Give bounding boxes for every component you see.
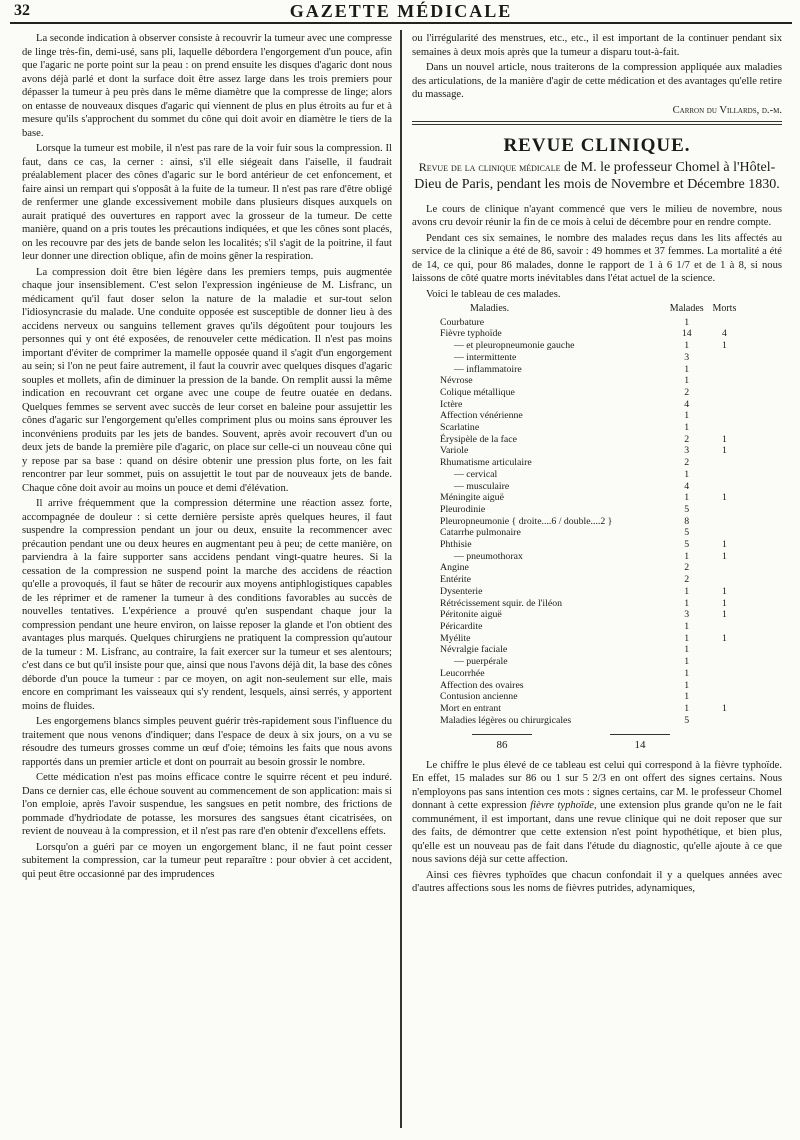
death-count xyxy=(709,317,740,329)
column-header-patients: Malades xyxy=(669,303,704,314)
paragraph xyxy=(412,759,782,867)
table-row xyxy=(440,586,740,598)
death-count: 1 xyxy=(721,340,727,352)
subtitle-smallcaps: Revue de la clinique médicale xyxy=(418,159,561,174)
author-signature: Carron du Villards, d.-m. xyxy=(672,104,782,116)
left-column xyxy=(22,32,392,883)
paragraph: Ainsi ces fièvres typhoïdes que chacun confondait il y a quelques années avec d'autres affections sous les noms de fièvres putrides, adynamiques, xyxy=(412,869,782,895)
patient-count: 1 xyxy=(684,375,690,387)
patient-count: 1 xyxy=(684,410,690,422)
disease-name: — puerpérale xyxy=(454,656,508,668)
paragraph: Il arrive fréquemment que la compression détermine une réaction assez forte, accompagnée de douleur : si cette dernière persiste après quelques heures, il faut suspendre la compression pendant un jour ou deux, ensuite la recommencer avec précaution pendant une ou deux heures en augmentant peu à peu; de cette manière, on parviendra à la faire supporter sans accidens pendant vingt-quatre heures. Si la cessation de la compression ne suspend point la marche des accidens de réaction qu'elle a provoqués, il faut se hâter de recourir aux moyens antiphlogistiques capables de les réprimer et de ramener la tumeur à des conditions favorables au succès de nouvelles tentatives. L'expérience a prouvé qu'en suspendant chaque jour la compression pendant une heure environ, on laisse reposer la glande et l'on obtient des avantages plus marqués. Quelques chirurgiens ne pratiquent la compression qu'autour de la tumeur : M. Lisfranc, au contraire, la fait exercer sur la tumeur et ses alentours; c'est dans ce but qu'il insiste pour que, ainsi que nous l'avons déjà dit, la base des cônes déborde d'un pouce la tumeur : par ce moyen, on agit non-seulement sur elle, mais encore en comprimant les vaisseaux qui s'y rendent, lesquels, ainsi serrés, y apportent moins de fluides. xyxy=(22,498,392,712)
disease-name: — et pleuropneumonie gauche xyxy=(454,340,575,352)
section-rule xyxy=(412,124,782,125)
death-count: 1 xyxy=(721,550,727,562)
disease-name: Leucorrhée xyxy=(440,667,485,679)
death-count: 1 xyxy=(721,702,727,714)
subtitle-text: de M. le professeur Chomel à l'Hôtel-Dieu de Paris, pendant les mois de Novembre et Décembre 1830. xyxy=(414,159,780,192)
disease-name: Variole xyxy=(440,445,469,457)
table-row xyxy=(440,422,740,434)
table-row xyxy=(440,691,740,703)
disease-name: Affection vénérienne xyxy=(440,410,523,422)
paragraph-text: Le chiffre le plus élevé de ce tableau est celui qui correspond à la fièvre typhoïde. En effet, 15 malades sur 86 ou 1 sur 5 2/3 en ont offert des signes certains. Nous n'employons pas sans intention ces mots : signes certains, car M. le professeur Chomel donnant à cette expression xyxy=(412,759,782,812)
death-count xyxy=(709,680,740,692)
disease-name: Fièvre typhoïde xyxy=(440,328,502,340)
disease-name: Contusion ancienne xyxy=(440,691,518,703)
patient-count: 1 xyxy=(684,667,690,679)
patient-count: 4 xyxy=(684,398,690,410)
table-totals xyxy=(472,734,782,753)
death-count: 1 xyxy=(721,632,727,644)
disease-name: — pneumothorax xyxy=(454,550,523,562)
table-row xyxy=(440,668,740,680)
patient-count: 1 xyxy=(684,550,690,562)
table-row xyxy=(440,516,740,528)
death-count: 1 xyxy=(721,585,727,597)
death-count xyxy=(709,481,740,493)
paragraph: Cette médication n'est pas moins efficace contre le squirre récent et peu induré. Dans ce dernier cas, elle échoue souvent au commencement de son application: mais si l'on emploie, après l'avoir suspendue, les sangsues en petit nombre, des frictions de pommade d'hydriodate de potasse, les morsures des sangsues étant cicatrisées, on revient de nouveau à la compression, et il n'est pas rare d'en obtenir d'excellens effets. xyxy=(22,772,392,837)
disease-name: Névrose xyxy=(440,375,473,387)
patient-count: 1 xyxy=(684,620,690,632)
table-row xyxy=(440,317,740,329)
patient-count: 1 xyxy=(684,644,690,656)
disease-name: Scarlatine xyxy=(440,422,480,434)
disease-name: Ictère xyxy=(440,398,463,410)
total-patients: 86 xyxy=(472,734,532,753)
patient-count: 2 xyxy=(684,457,690,469)
disease-name: Colique métallique xyxy=(440,386,515,398)
paragraph: Les engorgemens blancs simples peuvent guérir très-rapidement sous l'influence du traitement que nous venons d'indiquer; dans l'espace de deux à six jours, on a vu se résoudre des tumeurs grosses comme un œuf d'oie; témoins les faits que nous avons rapportés dans un premier article et dont on pourrait au besoin grossir le nombre. xyxy=(22,716,392,768)
patient-count: 5 xyxy=(684,503,690,515)
right-column xyxy=(412,32,782,898)
patient-count: 1 xyxy=(684,679,690,691)
death-count: 1 xyxy=(721,597,727,609)
table-header-row xyxy=(440,303,740,317)
patient-count: 1 xyxy=(684,702,690,714)
table-row xyxy=(440,656,740,668)
patient-count: 5 xyxy=(684,527,690,539)
disease-table xyxy=(440,303,740,726)
table-row xyxy=(440,481,740,493)
paragraph: ou l'irrégularité des menstrues, etc., etc., il est important de la continuer pendant six semaines à deux mois après que la tumeur a disparu tout-à-fait. xyxy=(412,33,782,58)
patient-count: 2 xyxy=(684,574,690,586)
death-count: 1 xyxy=(721,539,727,551)
death-count xyxy=(709,457,740,469)
table-row xyxy=(440,457,740,469)
disease-name: Myélite xyxy=(440,632,471,644)
patient-count: 1 xyxy=(684,363,690,375)
disease-name: — musculaire xyxy=(454,480,510,492)
table-row xyxy=(440,703,740,715)
death-count xyxy=(709,715,740,727)
table-row xyxy=(440,445,740,457)
patient-count: 5 xyxy=(684,539,690,551)
disease-name: Méningite aiguë xyxy=(440,492,504,504)
paragraph: Dans un nouvel article, nous traiterons de la compression appliquée aux maladies des articulations, de la manière d'agir de cette médication et des avantages qu'elle retire du massage. xyxy=(412,62,782,100)
paragraph: Voici le tableau de ces malades. xyxy=(426,288,561,300)
table-row xyxy=(440,328,740,340)
table-row xyxy=(440,621,740,633)
patient-count: 1 xyxy=(684,492,690,504)
death-count: 4 xyxy=(721,328,727,340)
column-divider xyxy=(400,30,402,1128)
death-count xyxy=(709,656,740,668)
column-header-deaths: Morts xyxy=(712,303,737,314)
table-row xyxy=(440,410,740,422)
death-count xyxy=(709,352,740,364)
disease-name: Maladies légères ou chirurgicales xyxy=(440,714,572,726)
disease-name: — cervical xyxy=(454,468,498,480)
emphasis-text: fièvre typhoïde xyxy=(530,800,594,812)
table-row xyxy=(440,633,740,645)
death-count xyxy=(709,574,740,586)
patient-count: 1 xyxy=(684,597,690,609)
death-count xyxy=(709,410,740,422)
disease-name: Pleuropneumonie { droite....6 / double....2 } xyxy=(440,515,613,527)
page-number: 32 xyxy=(14,2,30,19)
death-count xyxy=(709,668,740,680)
death-count: 1 xyxy=(721,609,727,621)
table-row xyxy=(440,715,740,727)
table-row xyxy=(440,562,740,574)
patient-count: 8 xyxy=(684,515,690,527)
table-body xyxy=(440,317,740,727)
disease-name: Catarrhe pulmonaire xyxy=(440,527,521,539)
disease-name: Dysenterie xyxy=(440,585,483,597)
patient-count: 4 xyxy=(684,480,690,492)
paragraph: La seconde indication à observer consiste à recouvrir la tumeur avec une compresse de linge très-fin, demi-usé, sans pli, laquelle débordera l'engorgement d'un pouce, afin que l'agaric ne porte point sur la peau : on prend ensuite les disques d'agaric dont nous avons déjà parlé et dont la surface doit être assez large dans les trois premiers pour dépasser la tumeur à peu près dans le même diamètre que la compresse de linge; alors on entasse de nouveaux disques d'agaric qui viennent de plus en plus étroits au fur et à mesure qu'ils s'approchent du sommet du cône qui doit avoir en diamètre le tiers de la base. xyxy=(22,33,392,139)
patient-count: 3 xyxy=(684,609,690,621)
table-row xyxy=(440,340,740,352)
death-count xyxy=(709,516,740,528)
patient-count: 5 xyxy=(684,714,690,726)
death-count: 1 xyxy=(721,445,727,457)
patient-count: 1 xyxy=(684,691,690,703)
disease-name: — intermittente xyxy=(454,351,517,363)
table-row xyxy=(440,680,740,692)
disease-name: Mort en entrant xyxy=(440,702,501,714)
table-row xyxy=(440,574,740,586)
paragraph: Lorsqu'on a guéri par ce moyen un engorgement blanc, il ne faut point cesser subitement la compression, car la tumeur peut reparaître : pour obvier à cet accident, qui peut être occasionné par des imprudences xyxy=(22,841,392,880)
section-rule xyxy=(412,121,782,122)
death-count xyxy=(709,562,740,574)
death-count xyxy=(709,504,740,516)
disease-name: Rétrécissement squir. de l'iléon xyxy=(440,597,563,609)
patient-count: 1 xyxy=(684,632,690,644)
patient-count: 1 xyxy=(684,468,690,480)
disease-name: Entérite xyxy=(440,574,472,586)
death-count xyxy=(709,621,740,633)
table-row xyxy=(440,375,740,387)
patient-count: 3 xyxy=(684,351,690,363)
disease-name: Péricardite xyxy=(440,620,483,632)
death-count xyxy=(709,527,740,539)
patient-count: 2 xyxy=(684,386,690,398)
table-row xyxy=(440,492,740,504)
patient-count: 2 xyxy=(684,562,690,574)
patient-count: 3 xyxy=(684,445,690,457)
death-count xyxy=(709,399,740,411)
table-row xyxy=(440,504,740,516)
patient-count: 1 xyxy=(684,585,690,597)
death-count xyxy=(709,422,740,434)
paragraph-text: , une extension plus grande qu'on ne le fait communément, il est important, dans une revue clinique qui ne doit reposer que sur des faits, de démontrer que cette extension n'est point hypothétique, et bien plus, qu'elle est un nouveau pas de fait dans l'étude du diagnostic, qu'elle ajoute à ce que nous savions déjà sur cette affection. xyxy=(412,800,783,866)
table-row xyxy=(440,364,740,376)
table-row xyxy=(440,399,740,411)
disease-name: Péritonite aiguë xyxy=(440,609,502,621)
patient-count: 1 xyxy=(684,340,690,352)
death-count: 1 xyxy=(721,492,727,504)
column-header-disease: Maladies. xyxy=(470,303,510,314)
patient-count: 1 xyxy=(684,316,690,328)
patient-count: 1 xyxy=(684,422,690,434)
patient-count: 14 xyxy=(681,328,692,340)
disease-name: Phthisie xyxy=(440,539,472,551)
disease-name: Érysipèle de la face xyxy=(440,433,517,445)
paragraph: La compression doit être bien légère dans les premiers temps, puis augmentée chaque jour insensiblement. C'est selon l'expression ingénieuse de M. Lisfranc, un médicament qu'il faut doser selon la nature de la maladie et sur-tout selon l'idiosyncrasie du malade. Une conduite opposée est susceptible de donner lieu à des accidens nerveux ou sanguins tellement graves qu'ils dégoûtent pour toujours les personnes qui y ont été exposées, de renouveler cette médication. Il n'est pas moins important d'éviter de comprimer la mamelle opposée quand il s'agit d'un engorgement au sein; si l'on ne peut faire autrement, il faut la couvrir avec quelques disques d'agaric souples et mollets, afin de diminuer la pression de la bande. On remplit aussi la même indication en recouvrant cet organe avec une coupe de feutre ouatée en dedans. Quelques femmes se servent avec succès de leur corset en baleine pour assujettir les cônes d'agaric sur l'engorgement qu'elles compriment plus ou moins sans éprouver les inconvéniens produits par les jets de bandes. Souvent, après avoir recouvert d'un ou deux jets de bande la première pile d'agaric, on place sur celle-ci un nouveau cône qui y repose par sa base : quand on désire obtenir une pression plus forte, on les fait rencontrer par leur sommet, puis on assujettit le tout par de nouveaux jets de bande. Chaque cône doit avoir au moins un pouce et demi d'élévation. xyxy=(22,266,392,494)
death-count xyxy=(709,375,740,387)
patient-count: 1 xyxy=(684,656,690,668)
journal-title: GAZETTE MÉDICALE xyxy=(289,1,513,21)
disease-name: Courbature xyxy=(440,316,485,328)
table-row xyxy=(440,644,740,656)
disease-name: — inflammatoire xyxy=(454,363,522,375)
article-subtitle xyxy=(412,159,782,193)
death-count xyxy=(709,364,740,376)
table-row xyxy=(440,527,740,539)
table-row xyxy=(440,539,740,551)
paragraph: Le cours de clinique n'ayant commencé que vers le milieu de novembre, nous avons cru devoir réunir la fin de ce mois à celui de décembre pour en rendre compte. xyxy=(412,203,782,228)
death-count: 1 xyxy=(721,433,727,445)
page-header xyxy=(10,2,792,24)
paragraph: Lorsque la tumeur est mobile, il n'est pas rare de la voir fuir sous la compression. Il faut, dans ce cas, la cerner : ainsi, s'il elle siégeait dans l'aiselle, il faudrait préalablement placer des cônes d'agaric sur le bord antérieur de cet enfoncement, et faire ainsi un rempart qui s'opposât à la fuite de la tumeur. Il n'est pas rare d'être obligé de renfermer une glande excessivement mobile dans plusieurs disques auxquels on aurait pratiqué des ouvertures en rapport avec la grosseur de la tumeur. De cette manière, quand on a pris toutes les précautions indiquées, et que les cônes sont placés, on les recouvre par des jets de bande selon les localités; s'il s'agit de la poitrine, il faut leur donner une direction oblique, afin de moins gêner la respiration. xyxy=(22,143,392,262)
table-row xyxy=(440,387,740,399)
death-count xyxy=(709,644,740,656)
table-row xyxy=(440,352,740,364)
table-row xyxy=(440,551,740,563)
disease-name: Pleurodinie xyxy=(440,503,486,515)
patient-count: 2 xyxy=(684,433,690,445)
table-row xyxy=(440,609,740,621)
disease-name: Affection des ovaires xyxy=(440,679,524,691)
death-count xyxy=(709,387,740,399)
disease-name: Rhumatisme articulaire xyxy=(440,457,532,469)
table-row xyxy=(440,434,740,446)
disease-name: Angine xyxy=(440,562,469,574)
table-row xyxy=(440,469,740,481)
section-title: REVUE CLINIQUE. xyxy=(503,135,691,156)
death-count xyxy=(709,469,740,481)
disease-name: Névralgie faciale xyxy=(440,644,508,656)
total-deaths: 14 xyxy=(610,734,670,753)
death-count xyxy=(709,691,740,703)
table-row xyxy=(440,598,740,610)
paragraph: Pendant ces six semaines, le nombre des malades reçus dans les lits affectés au service de la clinique a été de 86, savoir : 49 hommes et 37 femmes. La mortalité a été de 14, ce qui, pour 86 malades, donne le rapport de 1 à 6 1/7 et de 1 à 8, si nous laissons de côté quatre morts inévitables dans l'état actuel de la science. xyxy=(412,232,782,284)
